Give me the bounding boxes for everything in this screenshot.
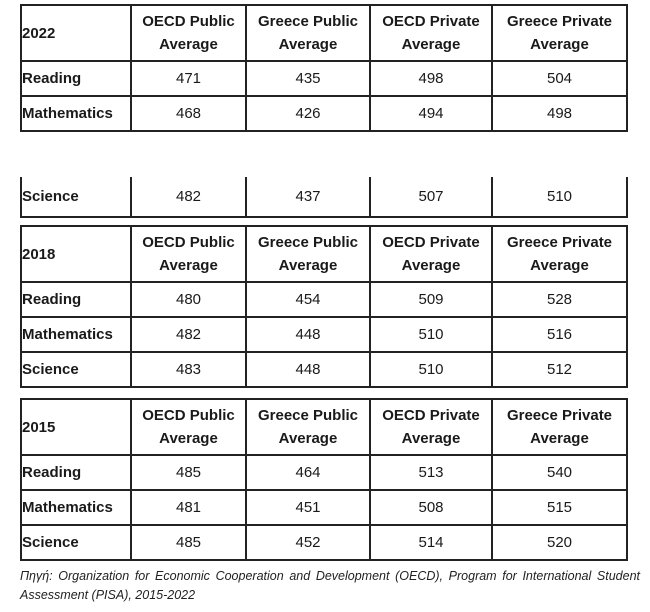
row-label-mathematics: Mathematics bbox=[21, 96, 131, 131]
cell: 512 bbox=[492, 352, 627, 387]
table-row bbox=[21, 317, 627, 352]
cell: 510 bbox=[492, 177, 627, 217]
row-label-reading: Reading bbox=[21, 455, 131, 490]
table-row bbox=[21, 525, 627, 560]
table-row bbox=[21, 352, 627, 387]
column-header-greece-private: Greece Private Average bbox=[492, 5, 627, 61]
row-label-reading: Reading bbox=[21, 282, 131, 317]
cell: 520 bbox=[492, 525, 627, 560]
year-label: 2015 bbox=[21, 399, 131, 455]
row-label-science: Science bbox=[21, 525, 131, 560]
cell: 494 bbox=[370, 96, 492, 131]
cell: 481 bbox=[131, 490, 246, 525]
cell: 528 bbox=[492, 282, 627, 317]
column-header-greece-public: Greece Public Average bbox=[246, 226, 370, 282]
cell: 515 bbox=[492, 490, 627, 525]
row-label-reading: Reading bbox=[21, 61, 131, 96]
table-row bbox=[21, 282, 627, 317]
header-row bbox=[21, 226, 627, 282]
table-row bbox=[21, 61, 627, 96]
column-header-greece-public: Greece Public Average bbox=[246, 399, 370, 455]
cell: 448 bbox=[246, 317, 370, 352]
cell: 482 bbox=[131, 177, 246, 217]
table-2018 bbox=[20, 225, 628, 388]
row-label-science: Science bbox=[21, 352, 131, 387]
column-header-oecd-public: OECD Public Average bbox=[131, 399, 246, 455]
cell: 507 bbox=[370, 177, 492, 217]
cell: 504 bbox=[492, 61, 627, 96]
cell: 471 bbox=[131, 61, 246, 96]
cell: 498 bbox=[370, 61, 492, 96]
cell: 480 bbox=[131, 282, 246, 317]
table-row bbox=[21, 455, 627, 490]
column-header-oecd-public: OECD Public Average bbox=[131, 5, 246, 61]
cell: 485 bbox=[131, 525, 246, 560]
cell: 464 bbox=[246, 455, 370, 490]
header-row bbox=[21, 399, 627, 455]
column-header-oecd-private: OECD Private Average bbox=[370, 226, 492, 282]
column-header-greece-public: Greece Public Average bbox=[246, 5, 370, 61]
column-header-greece-private: Greece Private Average bbox=[492, 226, 627, 282]
column-header-oecd-private: OECD Private Average bbox=[370, 5, 492, 61]
year-label: 2022 bbox=[21, 5, 131, 61]
cell: 482 bbox=[131, 317, 246, 352]
row-label-mathematics: Mathematics bbox=[21, 317, 131, 352]
table-row bbox=[21, 96, 627, 131]
cell: 509 bbox=[370, 282, 492, 317]
cell: 435 bbox=[246, 61, 370, 96]
cell: 451 bbox=[246, 490, 370, 525]
column-header-oecd-private: OECD Private Average bbox=[370, 399, 492, 455]
year-label: 2018 bbox=[21, 226, 131, 282]
cell: 510 bbox=[370, 317, 492, 352]
table-2015 bbox=[20, 398, 628, 561]
cell: 510 bbox=[370, 352, 492, 387]
cell: 516 bbox=[492, 317, 627, 352]
cell: 513 bbox=[370, 455, 492, 490]
cell: 468 bbox=[131, 96, 246, 131]
cell: 508 bbox=[370, 490, 492, 525]
cell: 437 bbox=[246, 177, 370, 217]
cell: 454 bbox=[246, 282, 370, 317]
cell: 540 bbox=[492, 455, 627, 490]
column-header-oecd-public: OECD Public Average bbox=[131, 226, 246, 282]
cell: 485 bbox=[131, 455, 246, 490]
cell: 498 bbox=[492, 96, 627, 131]
table-2022-continued bbox=[20, 177, 628, 218]
cell: 514 bbox=[370, 525, 492, 560]
table-row bbox=[21, 177, 627, 217]
header-row bbox=[21, 5, 627, 61]
cell: 452 bbox=[246, 525, 370, 560]
source-note: Πηγή: Organization for Economic Cooperation and Development (OECD), Program for International Student Assessment (PISA), 2015-2022 bbox=[20, 569, 640, 602]
row-label-science: Science bbox=[21, 177, 131, 217]
table-row bbox=[21, 490, 627, 525]
cell: 426 bbox=[246, 96, 370, 131]
row-label-mathematics: Mathematics bbox=[21, 490, 131, 525]
table-2022 bbox=[20, 4, 628, 132]
cell: 483 bbox=[131, 352, 246, 387]
column-header-greece-private: Greece Private Average bbox=[492, 399, 627, 455]
cell: 448 bbox=[246, 352, 370, 387]
